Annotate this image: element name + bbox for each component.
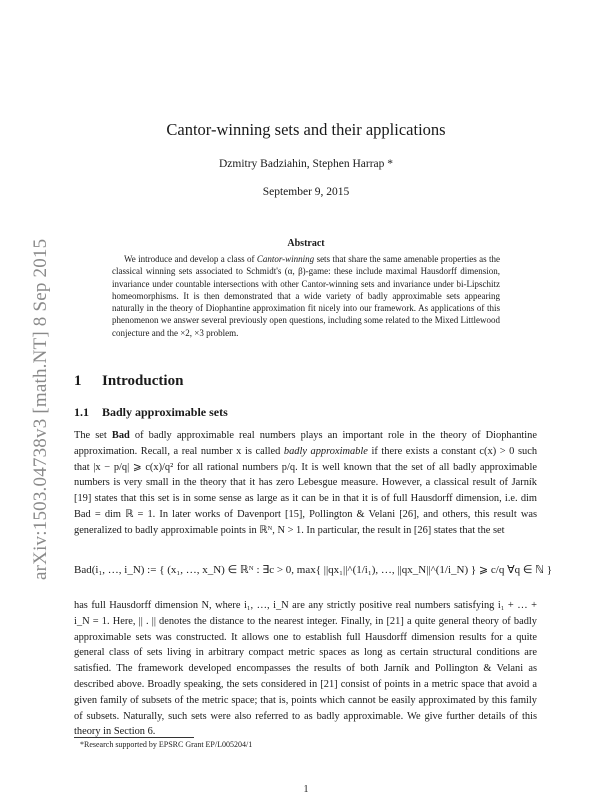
paper-date: September 9, 2015 — [262, 186, 350, 198]
footnote: *Research supported by EPSRC Grant EP/L005204/1 — [80, 740, 253, 749]
section-number: 1 — [74, 373, 82, 389]
subsection-title: Badly approximable sets — [102, 405, 228, 419]
subsection-heading — [74, 405, 228, 420]
display-equation: Bad(i₁, …, i_N) := { (x₁, …, x_N) ∈ ℝᴺ : ∃c > 0, max{ ||qx₁||^(1/i₁), …, ||qx_N||^(1/i_N) } ⩾ c/q ∀q ∈ ℕ } — [74, 564, 553, 576]
subsection-number: 1.1 — [74, 405, 89, 419]
paragraph-2: has full Hausdorff dimension N, where i₁, …, i_N are any strictly positive real numbers satisfying i₁ + … + i_N = 1. Here, || . || denotes the distance to the nearest integer. Finally, in [21] a quite general theory of badly approximable sets was constructed. It allows one to establish full Hausdorff dimension results for a quite general class of sets living in arbitrary compact metric spaces as long as certain structural conditions are satisfied. The framework developed encompasses the results of both Jarník and Pollington & Velani as described above. Broadly speaking, the sets considered in [21] consist of points in a metric space that avoid a given family of subsets of the metric space; that is, points which cannot be easily approximated by this family of subsets. Naturally, such sets were also referred to as badly approximable. We give further details of this theory in Section 6. — [74, 600, 537, 738]
paragraph-1: The set Bad of badly approximable real numbers plays an important role in the theory of Diophantine approximation. Recall, a real number x is called badly approximable if there exists a constant c(x) > 0 such that |x − p/q| ⩾ c(x)/q² for all rational numbers p/q. It is well known that the set of all badly approximable numbers is very small in the theory that it has zero Lebesgue measure. However, a classical result of Jarník [19] states that this set is in some sense as large as it can be in that it is of full Hausdorff dimension, i.e. dim Bad = dim ℝ = 1. In later works of Davenport [15], Pollington & Velani [26], and others, this result was generalized to badly approximable points in ℝᴺ, N > 1. In particular, the result in [26] states that the set — [74, 430, 538, 536]
arxiv-identifier: arXiv:1503.04738v3 [math.NT] 8 Sep 2015 — [30, 238, 51, 580]
abstract-heading: Abstract — [287, 238, 325, 249]
abstract-body: We introduce and develop a class of Cantor-winning sets that share the same amenable properties as the classical winning sets associated to Schmidt's (α, β)-game: these include maximal Hausdorff dimension, invariance under countable intersections with other Cantor-winning sets and invariance under bi-Lipschitz homeomorphisms. It is then demonstrated that a wide variety of badly approximable sets appearing naturally in the theory of Diophantine approximation fit nicely into our framework. As applications of this phenomenon we answer several previously open questions, including some related to the Mixed Littlewood conjecture and the ×2, ×3 problem. — [112, 254, 500, 338]
paper-authors: Dzmitry Badziahin, Stephen Harrap * — [218, 158, 394, 170]
section-title: Introduction — [102, 373, 184, 389]
page-number: 1 — [303, 784, 309, 795]
paper-title: Cantor-winning sets and their applications — [166, 120, 446, 139]
footnote-rule — [74, 737, 194, 738]
section-heading — [74, 373, 183, 390]
